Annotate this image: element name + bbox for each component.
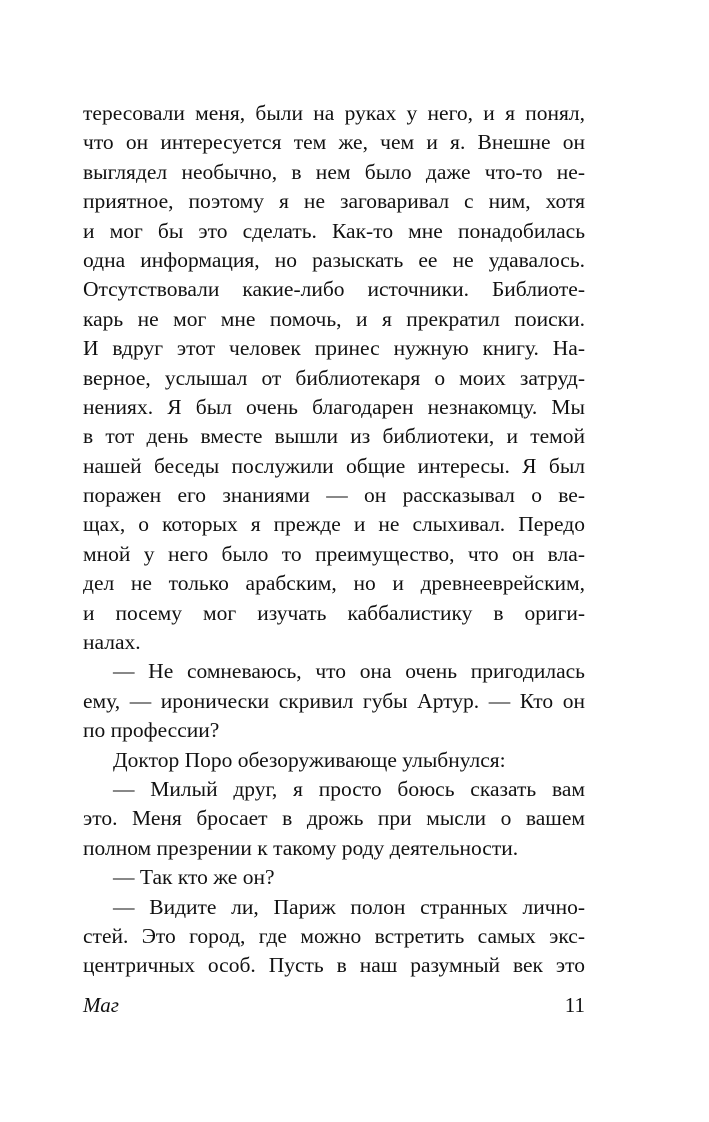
text-line: мной у него было то преимущество, что он вла-: [83, 541, 585, 566]
text-line: налах.: [83, 630, 141, 655]
text-line: по профессии?: [83, 718, 220, 743]
text-line: одна информация, но разыскать ее не удавалось.: [83, 247, 585, 272]
text-line: щах, о которых я прежде и не слыхивал. Передо: [83, 512, 585, 537]
text-line: приятное, поэтому я не заговаривал с ним, хотя: [83, 189, 585, 214]
body-text: [83, 99, 585, 981]
text-line: Доктор Поро обезоруживающе улыбнулся:: [113, 747, 506, 772]
text-line: в тот день вместе вышли из библиотеки, и темой: [83, 424, 585, 449]
text-line: Отсутствовали какие-либо источники. Библиоте-: [83, 277, 585, 302]
text-line: что он интересуется тем же, чем и я. Внешне он: [83, 130, 585, 155]
text-line: и посему мог изучать каббалистику в ориги-: [83, 600, 585, 625]
page-footer: [83, 990, 585, 1020]
text-line: — Милый друг, я просто боюсь сказать вам: [113, 776, 585, 801]
text-line: ему, — иронически скривил губы Артур. — Кто он: [83, 688, 585, 713]
text-line: нениях. Я был очень благодарен незнакомцу. Мы: [83, 394, 585, 419]
text-line: нашей беседы послужили общие интересы. Я был: [83, 453, 585, 478]
text-line: карь не мог мне помочь, и я прекратил поиски.: [83, 306, 585, 331]
text-line: — Так кто же он?: [113, 865, 275, 890]
running-title: Маг: [83, 993, 119, 1017]
page-number: 11: [564, 993, 585, 1017]
text-line: — Не сомневаюсь, что она очень пригодилась: [113, 659, 585, 684]
text-line: — Видите ли, Париж полон странных лично-: [113, 894, 585, 919]
text-line: тересовали меня, были на руках у него, и я понял,: [83, 101, 585, 125]
text-line: полном презрении к такому роду деятельности.: [83, 835, 519, 860]
text-line: поражен его знаниями — он рассказывал о ве-: [83, 483, 585, 508]
text-line: И вдруг этот человек принес нужную книгу. На-: [83, 336, 585, 361]
text-line: стей. Это город, где можно встретить самых экс-: [83, 923, 585, 948]
text-line: это. Меня бросает в дрожь при мысли о вашем: [83, 806, 585, 831]
text-line: дел не только арабским, но и древнееврейским,: [83, 571, 585, 596]
text-line: верное, услышал от библиотекаря о моих затруд-: [83, 365, 585, 390]
text-line: и мог бы это сделать. Как-то мне понадобилась: [83, 218, 585, 243]
text-line: выглядел необычно, в нем было даже что-то не-: [83, 159, 585, 184]
text-line: центричных особ. Пусть в наш разумный век это: [83, 953, 585, 978]
